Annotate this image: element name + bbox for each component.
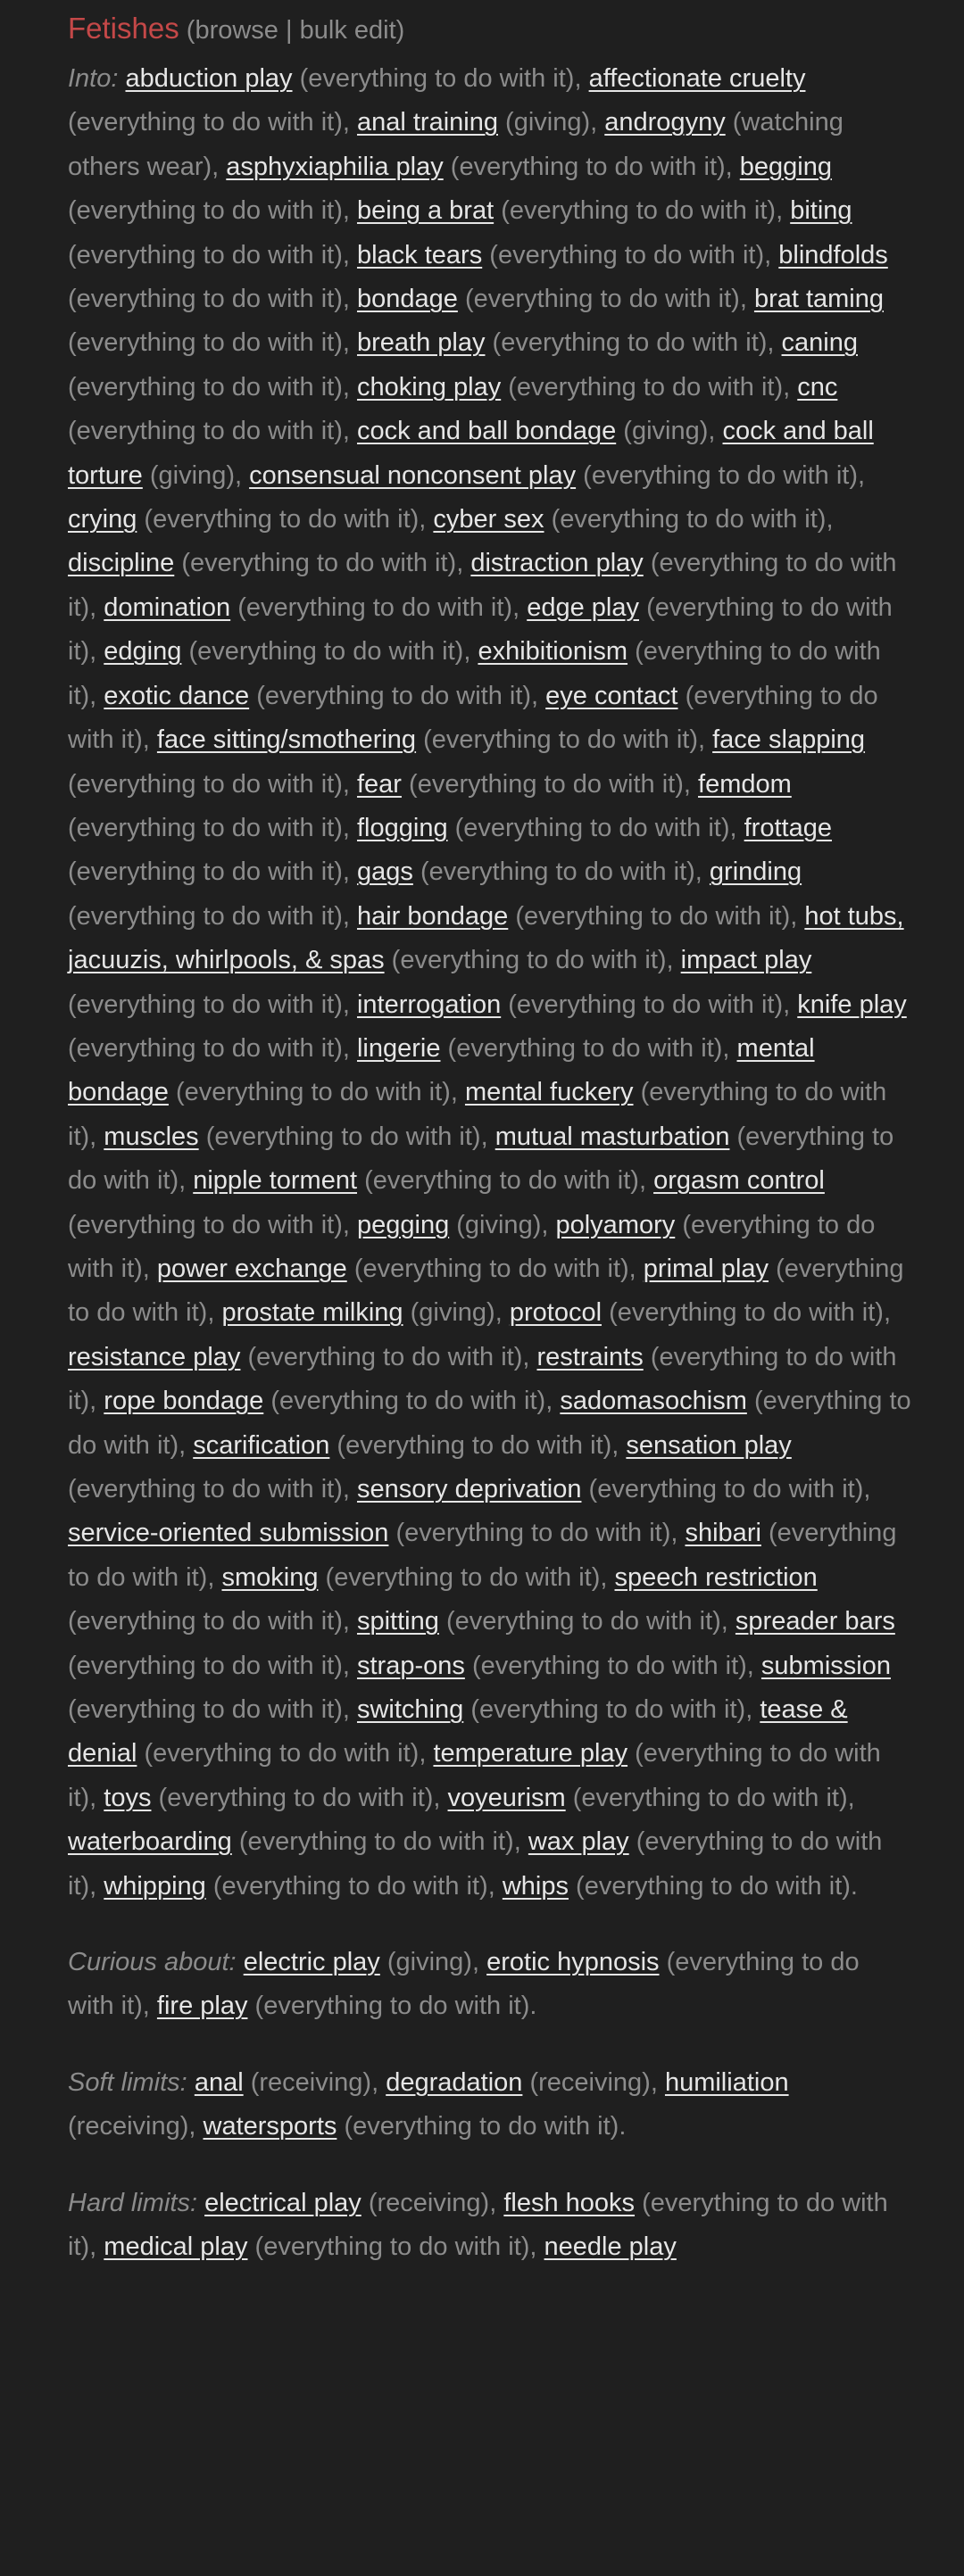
fetish-role-note: (everything to do with it) bbox=[68, 1695, 343, 1725]
fetish-link[interactable]: brat taming bbox=[753, 285, 885, 314]
fetish-role-note: (everything to do with it) bbox=[420, 857, 695, 887]
fetish-role-note: (everything to do with it) bbox=[68, 990, 343, 1019]
fetish-link[interactable]: service-oriented submission bbox=[68, 1519, 389, 1548]
fetish-sections bbox=[68, 57, 912, 2270]
fetish-link[interactable]: scarification bbox=[193, 1430, 330, 1460]
fetish-role-note: (everything to do with it) bbox=[68, 1254, 904, 1328]
fetish-link[interactable]: smoking bbox=[221, 1562, 319, 1592]
fetish-link[interactable]: flogging bbox=[356, 813, 448, 842]
fetish-role-note: (everything to do with it) bbox=[609, 1298, 884, 1328]
section-title: Fetishes bbox=[68, 12, 179, 45]
fetish-role-note: (everything to do with it) bbox=[508, 990, 784, 1019]
section-curious: Curious about: electric play (giving), erotic hypnosis (everything to do with it), fire play (everything to do with it). bbox=[68, 1948, 860, 2021]
fetish-link[interactable]: anal bbox=[194, 2067, 244, 2097]
fetish-role-note: (everything to do with it) bbox=[158, 1783, 434, 1812]
fetish-link[interactable]: waterboarding bbox=[68, 1827, 232, 1857]
fetish-role-note: (everything to do with it) bbox=[68, 1033, 343, 1063]
fetish-link[interactable]: flesh hooks bbox=[503, 2188, 636, 2217]
fetish-role-note: (everything to do with it) bbox=[464, 285, 740, 314]
fetish-link[interactable]: prostate milking bbox=[221, 1298, 403, 1328]
fetish-link[interactable]: electrical play bbox=[204, 2188, 362, 2217]
fetish-link[interactable]: begging bbox=[739, 152, 832, 181]
fetish-link[interactable]: cnc bbox=[797, 372, 838, 402]
fetish-role-note: (everything to do with it) bbox=[68, 637, 881, 710]
section-label: Into: bbox=[68, 64, 119, 93]
fetish-role-note: (everything to do with it) bbox=[344, 2112, 619, 2141]
fetish-role-note: (giving) bbox=[386, 1948, 472, 1977]
header-separator: | bbox=[286, 16, 293, 45]
fetish-role-note: (receiving) bbox=[250, 2067, 372, 2097]
fetish-link[interactable]: submission bbox=[760, 1651, 891, 1680]
fetish-role-note: (everything to do with it) bbox=[492, 328, 768, 358]
fetish-link[interactable]: edging bbox=[104, 637, 182, 667]
fetish-role-note: (everything to do with it) bbox=[68, 1475, 343, 1503]
fetish-link[interactable]: frottage bbox=[744, 813, 832, 842]
fetish-role-note: (everything to do with it) bbox=[68, 1607, 343, 1636]
fetish-link[interactable]: breath play bbox=[356, 328, 486, 358]
fetish-role-note: (everything to do with it) bbox=[391, 946, 667, 975]
fetish-role-note: (receiving) bbox=[68, 2112, 189, 2141]
fetish-role-note: (everything to do with it) bbox=[188, 637, 464, 667]
fetish-link[interactable]: consensual nonconsent play bbox=[249, 460, 577, 490]
fetish-role-note: (everything to do with it) bbox=[409, 769, 684, 799]
fetish-link[interactable]: black tears bbox=[356, 240, 483, 269]
fetish-link[interactable]: muscles bbox=[104, 1122, 199, 1151]
fetish-role-note: (everything to do with it) bbox=[68, 328, 343, 358]
fetish-link[interactable]: speech restriction bbox=[614, 1562, 818, 1592]
fetish-link[interactable]: eye contact bbox=[545, 681, 678, 710]
fetish-role-note: (everything to do with it) bbox=[364, 1166, 639, 1196]
fetish-role-note: (everything to do with it) bbox=[68, 1387, 911, 1460]
fetish-link[interactable]: cyber sex bbox=[433, 505, 544, 534]
fetish-link[interactable]: choking play bbox=[356, 372, 502, 402]
fetish-role-note: (everything to do with it) bbox=[68, 372, 343, 402]
fetish-role-note: (everything to do with it) bbox=[583, 460, 859, 490]
fetish-link[interactable]: spitting bbox=[356, 1607, 439, 1636]
fetish-link[interactable]: voyeurism bbox=[447, 1783, 566, 1812]
section-into: Into: abduction play (everything to do with it), affectionate cruelty (everything to do with it), anal training (giving), androgyny (watching others wear), asphyxiaphilia play (everything to do with it), begging (everything to do with it), being a brat (everything to do with it), biting (everything to do with it), black tears (everything to do with it), blindfolds (everything to do with it), bondage (everything to do with it), brat taming (everything to do with it), breath play (everything to do with it), caning (everything to do with it), choking play (everything to do with it), cnc (everything to do with it), cock and ball bondage (giving), cock and ball torture (giving), consensual nonconsent play (everything to do with it), crying (everything to do with it), cyber sex (everything to do with it), discipline (everything to do with it), distraction play (everything to do with it), domination (everything to do with it), edge play (everything to do with it), edging (everything to do with it), exhibitionism (everything to do with it), exotic dance (everything to do with it), eye contact (everything to do with it), face sitting/smothering (everything to do with it), face slapping (everything to do with it), fear (everything to do with it), femdom (everything to do with it), flogging (everything to do with it), frottage (everything to do with it), gags (everything to do with it), grinding (everything to do with it), hair bondage (everything to do with it), hot tubs, jacuuzis, whirlpools, & spas (everything to do with it), impact play (everything to do with it), interrogation (everything to do with it), knife play (everything to do with it), lingerie (everything to do with it), mental bondage (everything to do with it), mental fuckery (everything to do with it), muscles (everything to do with it), mutual masturbation (everything to do with it), nipple torment (everything to do with it), orgasm control (everything to do with it), pegging (giving), polyamory (everything to do with it), power exchange (everything to do with it), primal play (everything to do with it), prostate milking (giving), protocol (everything to do with it), resistance play (everything to do with it), restraints (everything to do with it), rope bondage (everything to do with it), sadomasochism (everything to do with it), scarification (everything to do with it), sensation play (everything to do with it), sensory deprivation (everything to do with it), service-oriented submission (everything to do with it), shibari (everything to do with it), smoking (everything to do with it), speech restriction (everything to do with it), spitting (everything to do with it), spreader bars (everything to do with it), strap-ons (everything to do with it), submission (everything to do with it), switching (everything to do with it), tease & denial (everything to do with it), temperature play (everything to do with it), toys (everything to do with it), voyeurism (everything to do with it), waterboarding (everything to do with it), wax play (everything to do with it), whipping (everything to do with it), whips (everything to do with it). bbox=[68, 64, 911, 1901]
fetish-link[interactable]: resistance play bbox=[68, 1342, 241, 1371]
fetish-link[interactable]: power exchange bbox=[156, 1254, 347, 1283]
fetish-role-note: (everything to do with it) bbox=[68, 1342, 897, 1416]
fetish-role-note: (everything to do with it) bbox=[454, 813, 730, 842]
fetish-link[interactable]: hair bondage bbox=[356, 901, 509, 931]
fetish-link[interactable]: femdom bbox=[698, 769, 792, 799]
fetish-role-note: (everything to do with it) bbox=[68, 1827, 883, 1901]
fetish-role-note: (everything to do with it) bbox=[445, 1607, 721, 1636]
fetish-link[interactable]: switching bbox=[356, 1695, 464, 1725]
fetish-link[interactable]: discipline bbox=[68, 549, 175, 578]
fetish-role-note: (receiving) bbox=[529, 2067, 651, 2097]
fetish-link[interactable]: gags bbox=[356, 857, 413, 887]
fetish-role-note: (everything to do with it) bbox=[68, 1948, 860, 2021]
fetish-link[interactable]: impact play bbox=[680, 946, 812, 975]
fetish-role-note: (giving) bbox=[456, 1210, 542, 1239]
fetish-role-note: (everything to do with it) bbox=[238, 1827, 514, 1857]
fetish-role-note: (everything to do with it) bbox=[205, 1122, 481, 1151]
fetish-link[interactable]: whips bbox=[502, 1871, 569, 1901]
fetish-role-note: (everything to do with it) bbox=[68, 592, 893, 667]
fetish-role-note: (everything to do with it) bbox=[68, 108, 343, 137]
fetish-role-note: (everything to do with it) bbox=[68, 1122, 894, 1196]
fetish-link[interactable]: sensation play bbox=[626, 1430, 792, 1460]
fetish-link[interactable]: temperature play bbox=[433, 1739, 628, 1768]
fetish-link[interactable]: sadomasochism bbox=[560, 1387, 747, 1416]
fetish-link[interactable]: whipping bbox=[104, 1871, 206, 1901]
fetish-role-note: (everything to do with it) bbox=[68, 549, 897, 622]
fetish-role-note: (everything to do with it) bbox=[247, 1342, 523, 1371]
fetish-role-note: (giving) bbox=[623, 417, 709, 446]
fetish-role-note: (everything to do with it) bbox=[588, 1475, 864, 1503]
fetish-role-note: (everything to do with it) bbox=[68, 901, 343, 931]
fetish-link[interactable]: rope bondage bbox=[104, 1387, 264, 1416]
fetish-link[interactable]: erotic hypnosis bbox=[486, 1948, 660, 1977]
fetish-link[interactable]: knife play bbox=[797, 990, 907, 1019]
fetish-role-note: (everything to do with it) bbox=[144, 505, 420, 534]
fetish-role-note: (everything to do with it) bbox=[515, 901, 791, 931]
fetish-link[interactable]: strap-ons bbox=[356, 1651, 465, 1680]
fetish-role-note: (everything to do with it) bbox=[447, 1033, 723, 1063]
fetish-role-note: (everything to do with it) bbox=[471, 1651, 747, 1680]
fetish-link[interactable]: lingerie bbox=[356, 1033, 441, 1063]
fetish-link[interactable]: protocol bbox=[509, 1298, 602, 1328]
fetish-link[interactable]: biting bbox=[790, 196, 852, 226]
fetish-link[interactable]: abduction play bbox=[125, 64, 293, 93]
fetish-role-note: (giving) bbox=[505, 108, 591, 137]
fetish-role-note: (everything to do with it) bbox=[68, 285, 343, 314]
section-hard: Hard limits: electrical play (receiving), flesh hooks (everything to do with it), medical play (everything to do with it), needle play bbox=[68, 2188, 888, 2262]
fetish-link[interactable]: humiliation bbox=[664, 2067, 789, 2097]
fetish-link[interactable]: pegging bbox=[356, 1210, 450, 1239]
fetish-role-note: (everything to do with it) bbox=[68, 240, 343, 269]
fetish-role-note: (everything to do with it) bbox=[256, 681, 532, 710]
fetish-role-note: (everything to do with it) bbox=[325, 1562, 601, 1592]
fetish-link[interactable]: orgasm control bbox=[653, 1166, 825, 1196]
fetish-link[interactable]: exotic dance bbox=[104, 681, 250, 710]
fetish-link[interactable]: androgyny bbox=[604, 108, 726, 137]
fetish-link[interactable]: affectionate cruelty bbox=[588, 64, 806, 93]
fetish-role-note: (everything to do with it) bbox=[489, 240, 765, 269]
fetish-role-note: (everything to do with it) bbox=[551, 505, 827, 534]
fetish-role-note: (everything to do with it) bbox=[68, 681, 878, 755]
fetish-link[interactable]: cock and ball torture bbox=[68, 417, 874, 490]
fetish-role-note: (giving) bbox=[410, 1298, 495, 1328]
fetish-role-note: (everything to do with it) bbox=[270, 1387, 546, 1416]
fetish-link[interactable]: exhibitionism bbox=[478, 637, 628, 667]
fetish-link[interactable]: mutual masturbation bbox=[494, 1122, 730, 1151]
bulk-edit-link[interactable]: bulk edit bbox=[299, 16, 396, 45]
fetish-link[interactable]: crying bbox=[68, 505, 137, 534]
fetish-link[interactable]: edge play bbox=[527, 592, 639, 622]
fetish-role-note: (everything to do with it) bbox=[68, 1651, 343, 1680]
fetish-link[interactable]: electric play bbox=[243, 1948, 380, 1977]
fetish-role-note: (everything to do with it) bbox=[68, 1739, 881, 1812]
fetish-role-note: (everything to do with it) bbox=[181, 549, 457, 578]
fetish-link[interactable]: watersports bbox=[203, 2112, 337, 2141]
fetish-link[interactable]: distraction play bbox=[470, 549, 644, 578]
fetish-role-note: (everything to do with it) bbox=[572, 1783, 848, 1812]
fetish-link[interactable]: nipple torment bbox=[193, 1166, 358, 1196]
fetish-role-note: (everything to do with it) bbox=[68, 769, 343, 799]
fetish-link[interactable]: cock and ball bondage bbox=[356, 417, 617, 446]
fetish-link[interactable]: interrogation bbox=[356, 990, 502, 1019]
fetish-role-note: (everything to do with it) bbox=[68, 813, 343, 842]
fetish-role-note: (everything to do with it) bbox=[254, 1992, 530, 2021]
fetish-role-note: (everything to do with it) bbox=[68, 1210, 343, 1239]
fetish-link[interactable]: being a brat bbox=[356, 196, 494, 226]
fetish-link[interactable]: blindfolds bbox=[778, 240, 888, 269]
fetish-link[interactable]: medical play bbox=[104, 2232, 248, 2262]
fetish-link[interactable]: asphyxiaphilia play bbox=[226, 152, 444, 181]
fetish-link[interactable]: domination bbox=[104, 592, 231, 622]
fetish-link[interactable]: shibari bbox=[685, 1519, 761, 1548]
section-soft: Soft limits: anal (receiving), degradation (receiving), humiliation (receiving), watersports (everything to do with it). bbox=[68, 2067, 789, 2141]
fetish-role-note: (everything to do with it) bbox=[68, 196, 343, 226]
fetish-role-note: (everything to do with it) bbox=[68, 857, 343, 887]
fetish-link[interactable]: sensory deprivation bbox=[356, 1475, 582, 1503]
fetish-link[interactable]: tease & denial bbox=[68, 1695, 848, 1768]
fetish-role-note: (everything to do with it) bbox=[144, 1739, 420, 1768]
fetish-link[interactable]: face sitting/smothering bbox=[156, 725, 417, 755]
fetish-role-note: (everything to do with it) bbox=[212, 1871, 488, 1901]
fetish-role-note: (everything to do with it) bbox=[423, 725, 698, 755]
fetish-link[interactable]: caning bbox=[781, 328, 858, 358]
fetish-link[interactable]: mental fuckery bbox=[464, 1078, 634, 1107]
fetish-role-note: (everything to do with it) bbox=[175, 1078, 451, 1107]
fetish-link[interactable]: grinding bbox=[709, 857, 802, 887]
fetish-link[interactable]: primal play bbox=[643, 1254, 769, 1283]
fetish-role-note: (everything to do with it) bbox=[299, 64, 575, 93]
fetish-role-note: (everything to do with it) bbox=[353, 1254, 629, 1283]
fetish-role-note: (giving) bbox=[149, 460, 235, 490]
fetish-role-note: (everything to do with it) bbox=[68, 1210, 876, 1283]
fetish-role-note: (everything to do with it) bbox=[576, 1871, 851, 1901]
fetish-role-note: (everything to do with it) bbox=[237, 592, 513, 622]
fetishes-header: Fetishes (browse | bulk edit) bbox=[68, 12, 405, 45]
fetish-role-note: (everything to do with it) bbox=[508, 372, 784, 402]
fetish-role-note: (everything to do with it) bbox=[450, 152, 726, 181]
fetish-link[interactable]: toys bbox=[104, 1783, 152, 1812]
fetish-role-note: (watching others wear) bbox=[68, 108, 844, 181]
section-label: Curious about: bbox=[68, 1948, 237, 1977]
fetish-link[interactable]: degradation bbox=[386, 2067, 523, 2097]
fetish-role-note: (everything to do with it) bbox=[337, 1430, 612, 1460]
fetish-link[interactable]: wax play bbox=[528, 1827, 629, 1857]
fetish-role-note: (everything to do with it) bbox=[68, 1078, 887, 1151]
section-label: Soft limits: bbox=[68, 2067, 187, 2097]
fetish-link[interactable]: polyamory bbox=[555, 1210, 676, 1239]
fetish-link[interactable]: face slapping bbox=[712, 725, 866, 755]
fetish-link[interactable]: restraints bbox=[536, 1342, 644, 1371]
section-label: Hard limits: bbox=[68, 2188, 198, 2217]
fetish-link[interactable]: mental bondage bbox=[68, 1033, 815, 1107]
fetish-link[interactable]: fire play bbox=[156, 1992, 248, 2021]
fetish-link[interactable]: bondage bbox=[356, 285, 458, 314]
fetish-role-note: (everything to do with it) bbox=[68, 1519, 897, 1592]
fetish-role-note: (everything to do with it) bbox=[501, 196, 777, 226]
fetish-role-note: (everything to do with it) bbox=[68, 417, 343, 446]
fetish-role-note: (everything to do with it) bbox=[395, 1519, 671, 1548]
browse-link[interactable]: browse bbox=[195, 16, 278, 45]
fetish-link[interactable]: spreader bars bbox=[735, 1607, 895, 1636]
fetish-link[interactable]: hot tubs, jacuuzis, whirlpools, & spas bbox=[68, 901, 904, 975]
fetish-link[interactable]: needle play bbox=[544, 2232, 677, 2262]
fetish-role-note: (everything to do with it) bbox=[470, 1695, 746, 1725]
fetish-link[interactable]: anal training bbox=[356, 108, 498, 137]
fetish-role-note: (everything to do with it) bbox=[68, 2188, 888, 2262]
fetish-role-note: (everything to do with it) bbox=[254, 2232, 530, 2262]
fetish-role-note: (receiving) bbox=[368, 2188, 490, 2217]
fetish-link[interactable]: fear bbox=[356, 769, 402, 799]
